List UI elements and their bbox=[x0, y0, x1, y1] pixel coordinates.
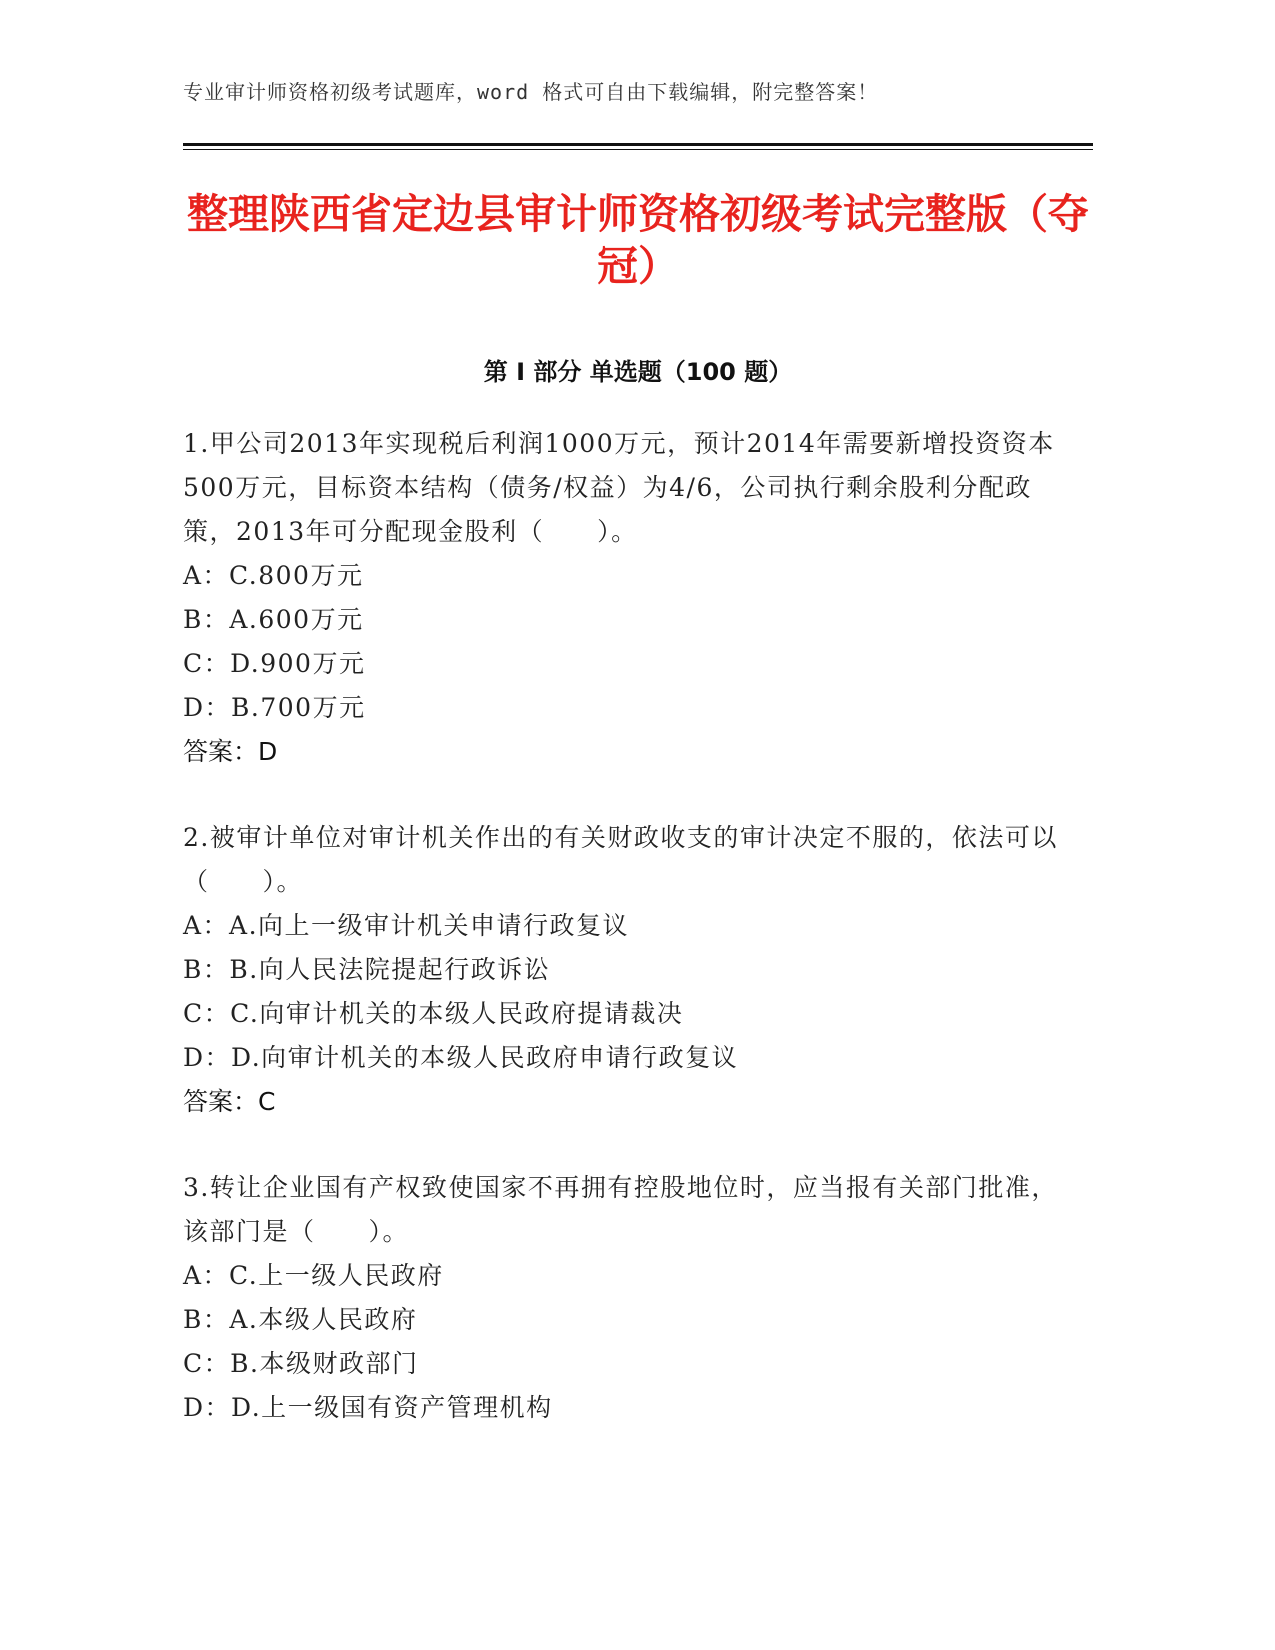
header-divider-thick bbox=[183, 143, 1093, 146]
question-stem: 2.被审计单位对审计机关作出的有关财政收支的审计决定不服的，依法可以（ ）。 bbox=[183, 823, 1058, 896]
question-stem: 1.甲公司2013年实现税后利润1000万元，预计2014年需要新增投资资本500万元，目标资本结构（债务/权益）为4/6，公司执行剩余股利分配政策，2013年可分配现金股利（ ）。 bbox=[183, 429, 1055, 546]
document-title: 整理陕西省定边县审计师资格初级考试完整版（夺冠） bbox=[187, 190, 1089, 290]
answer-line: 答案：C bbox=[183, 1087, 276, 1116]
option-d: D：B.700万元 bbox=[183, 693, 366, 722]
answer-line: 答案：D bbox=[183, 737, 278, 766]
header-note: 专业审计师资格初级考试题库，word 格式可自由下载编辑，附完整答案！ bbox=[183, 80, 879, 104]
question-2 bbox=[183, 816, 1083, 1124]
option-b: B：A.600万元 bbox=[183, 605, 364, 634]
question-list bbox=[183, 422, 1083, 1472]
option-c: C：B.本级财政部门 bbox=[183, 1349, 419, 1378]
option-a: A：A.向上一级审计机关申请行政复议 bbox=[183, 911, 630, 940]
header-divider-thin bbox=[183, 149, 1093, 150]
option-a: A：C.上一级人民政府 bbox=[183, 1261, 444, 1290]
option-a: A：C.800万元 bbox=[183, 561, 364, 590]
question-3 bbox=[183, 1166, 1083, 1430]
option-b: B：A.本级人民政府 bbox=[183, 1305, 418, 1334]
option-b: B：B.向人民法院提起行政诉讼 bbox=[183, 955, 551, 984]
option-d: D：D.向审计机关的本级人民政府申请行政复议 bbox=[183, 1043, 739, 1072]
option-c: C：C.向审计机关的本级人民政府提请裁决 bbox=[183, 999, 684, 1028]
question-stem: 3.转让企业国有产权致使国家不再拥有控股地位时，应当报有关部门批准，该部门是（ ）。 bbox=[183, 1173, 1058, 1246]
option-c: C：D.900万元 bbox=[183, 649, 366, 678]
question-1 bbox=[183, 422, 1083, 774]
section-title: 第 I 部分 单选题（100 题） bbox=[483, 358, 793, 386]
option-d: D：D.上一级国有资产管理机构 bbox=[183, 1393, 553, 1422]
